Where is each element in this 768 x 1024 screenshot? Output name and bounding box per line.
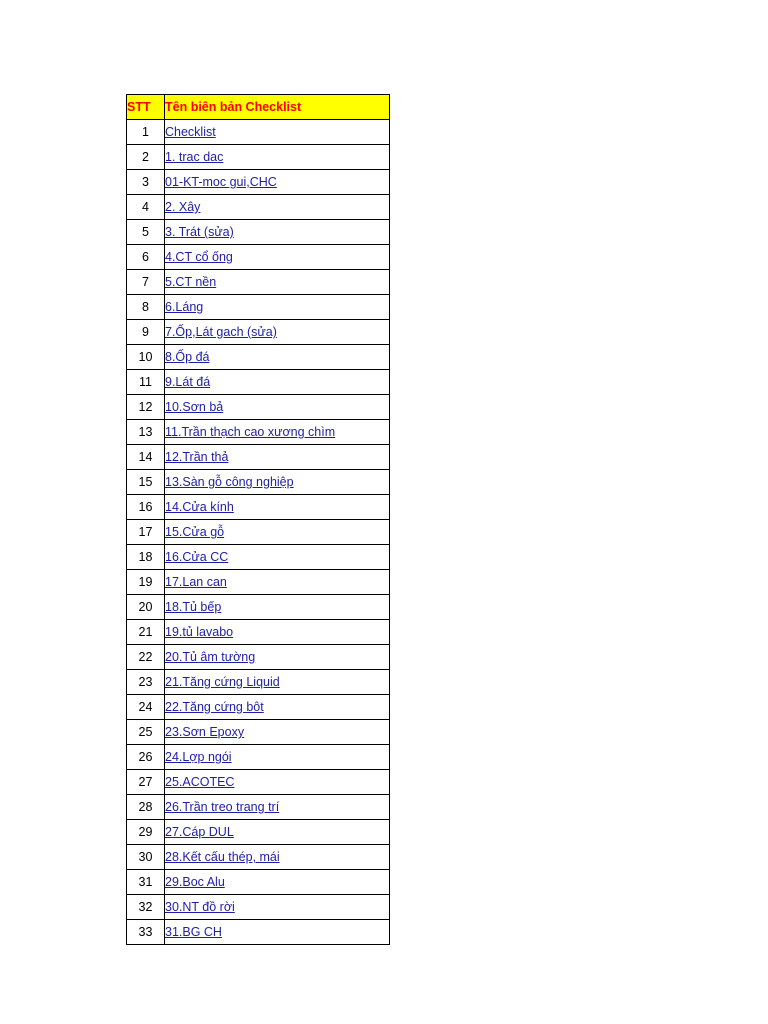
row-number-cell[interactable]: 18 [127, 545, 165, 570]
checklist-name-cell[interactable] [165, 395, 390, 420]
table-row [127, 795, 390, 820]
table-row [127, 845, 390, 870]
table-row [127, 220, 390, 245]
table-row [127, 920, 390, 945]
table-row [127, 395, 390, 420]
checklist-link[interactable]: 1. trac dac [165, 150, 224, 164]
table-row [127, 670, 390, 695]
checklist-name-cell[interactable] [165, 220, 390, 245]
header-stt[interactable]: STT [127, 95, 165, 120]
table-row [127, 345, 390, 370]
checklist-link[interactable]: 3. Trát (sửa) [165, 225, 234, 239]
row-number-cell[interactable]: 33 [127, 920, 165, 945]
checklist-link[interactable]: 24.Lợp ngói [165, 750, 232, 764]
table-row [127, 495, 390, 520]
header-row [127, 95, 390, 120]
row-number-cell[interactable]: 3 [127, 170, 165, 195]
checklist-link[interactable]: 31.BG CH [165, 925, 222, 939]
row-number-cell[interactable]: 12 [127, 395, 165, 420]
checklist-name-cell[interactable] [165, 670, 390, 695]
checklist-name-cell[interactable] [165, 570, 390, 595]
row-number-cell[interactable]: 11 [127, 370, 165, 395]
checklist-link[interactable]: 23.Sơn Epoxy [165, 725, 245, 739]
table-row [127, 295, 390, 320]
checklist-link[interactable]: 28.Kết cấu thép, mái [165, 850, 280, 864]
row-number-cell[interactable]: 29 [127, 820, 165, 845]
row-number-cell[interactable]: 28 [127, 795, 165, 820]
table-row [127, 520, 390, 545]
row-number-cell[interactable]: 25 [127, 720, 165, 745]
table-row [127, 595, 390, 620]
table-row [127, 895, 390, 920]
checklist-link[interactable]: 13.Sàn gỗ công nghiệp [165, 475, 294, 489]
table-row [127, 695, 390, 720]
checklist-link[interactable]: 16.Cửa CC [165, 550, 229, 564]
table-row [127, 620, 390, 645]
row-number-cell[interactable]: 6 [127, 245, 165, 270]
checklist-name-cell[interactable] [165, 545, 390, 570]
row-number-cell[interactable]: 4 [127, 195, 165, 220]
checklist-name-cell[interactable] [165, 595, 390, 620]
checklist-link[interactable]: 2. Xây [165, 200, 201, 214]
checklist-link[interactable]: 9.Lát đá [165, 375, 211, 389]
checklist-link[interactable]: 11.Trần thạch cao xương chìm [165, 425, 336, 439]
checklist-name-cell[interactable] [165, 645, 390, 670]
checklist-name-cell[interactable] [165, 695, 390, 720]
checklist-link[interactable]: 25.ACOTEC [165, 775, 235, 789]
checklist-name-cell[interactable] [165, 495, 390, 520]
checklist-link[interactable]: 27.Cáp DUL [165, 825, 234, 839]
checklist-link[interactable]: 6.Láng [165, 300, 204, 314]
row-number-cell[interactable]: 8 [127, 295, 165, 320]
checklist-name-cell[interactable] [165, 320, 390, 345]
checklist-link[interactable]: 15.Cửa gỗ [165, 525, 225, 539]
checklist-name-cell[interactable] [165, 845, 390, 870]
row-number-cell[interactable]: 27 [127, 770, 165, 795]
checklist-link[interactable]: 21.Tăng cứng Liquid [165, 675, 280, 689]
row-number-cell[interactable]: 22 [127, 645, 165, 670]
checklist-link[interactable]: 5.CT nền [165, 275, 217, 289]
checklist-name-cell[interactable] [165, 620, 390, 645]
row-number-cell[interactable]: 32 [127, 895, 165, 920]
row-number-cell[interactable]: 19 [127, 570, 165, 595]
table-row [127, 120, 390, 145]
table-row [127, 245, 390, 270]
table-row [127, 820, 390, 845]
checklist-name-cell[interactable] [165, 420, 390, 445]
checklist-name-cell[interactable] [165, 870, 390, 895]
checklist-link[interactable]: 12.Trần thả [165, 450, 229, 464]
checklist-name-cell[interactable] [165, 770, 390, 795]
checklist-link[interactable]: 19.tủ lavabo [165, 625, 234, 639]
table-row [127, 745, 390, 770]
checklist-name-cell[interactable] [165, 270, 390, 295]
checklist-name-cell[interactable] [165, 295, 390, 320]
table-row [127, 195, 390, 220]
checklist-name-cell[interactable] [165, 470, 390, 495]
row-number-cell[interactable]: 15 [127, 470, 165, 495]
row-number-cell[interactable]: 14 [127, 445, 165, 470]
checklist-name-cell[interactable] [165, 370, 390, 395]
checklist-link[interactable]: 4.CT cổ ống [165, 250, 233, 264]
header-checklist-name[interactable]: Tên biên bản Checklist [165, 95, 390, 120]
checklist-name-cell[interactable] [165, 245, 390, 270]
checklist-name-cell[interactable] [165, 745, 390, 770]
checklist-name-cell[interactable] [165, 170, 390, 195]
checklist-name-cell[interactable] [165, 520, 390, 545]
row-number-cell[interactable]: 20 [127, 595, 165, 620]
table-row [127, 870, 390, 895]
row-number-cell[interactable]: 17 [127, 520, 165, 545]
table-row [127, 420, 390, 445]
checklist-link[interactable]: Checklist [165, 125, 216, 139]
checklist-name-cell[interactable] [165, 145, 390, 170]
checklist-table [126, 94, 390, 945]
checklist-link[interactable]: 10.Sơn bả [165, 400, 224, 414]
checklist-name-cell[interactable] [165, 795, 390, 820]
table-row [127, 320, 390, 345]
checklist-name-cell[interactable] [165, 820, 390, 845]
checklist-name-cell[interactable] [165, 120, 390, 145]
table-row [127, 645, 390, 670]
checklist-link[interactable]: 14.Cửa kính [165, 500, 234, 514]
row-number-cell[interactable]: 21 [127, 620, 165, 645]
table-row [127, 145, 390, 170]
row-number-cell[interactable]: 2 [127, 145, 165, 170]
row-number-cell[interactable]: 26 [127, 745, 165, 770]
table-row [127, 170, 390, 195]
row-number-cell[interactable]: 13 [127, 420, 165, 445]
table-row [127, 270, 390, 295]
row-number-cell[interactable]: 31 [127, 870, 165, 895]
checklist-link[interactable]: 8.Ốp đá [165, 350, 210, 364]
table-row [127, 470, 390, 495]
checklist-name-cell[interactable] [165, 920, 390, 945]
row-number-cell[interactable]: 5 [127, 220, 165, 245]
row-number-cell[interactable]: 10 [127, 345, 165, 370]
row-number-cell[interactable]: 30 [127, 845, 165, 870]
row-number-cell[interactable]: 9 [127, 320, 165, 345]
spreadsheet-sheet [126, 94, 390, 945]
checklist-link[interactable]: 29.Boc Alu [165, 875, 225, 889]
checklist-name-cell[interactable] [165, 345, 390, 370]
row-number-cell[interactable]: 7 [127, 270, 165, 295]
checklist-name-cell[interactable] [165, 720, 390, 745]
row-number-cell[interactable]: 23 [127, 670, 165, 695]
checklist-name-cell[interactable] [165, 895, 390, 920]
checklist-link[interactable]: 18.Tủ bếp [165, 600, 222, 614]
checklist-name-cell[interactable] [165, 445, 390, 470]
table-row [127, 545, 390, 570]
checklist-link[interactable]: 7.Ốp,Lát gach (sửa) [165, 325, 277, 339]
checklist-link[interactable]: 26.Trần treo trang trí [165, 800, 280, 814]
checklist-link[interactable]: 22.Tăng cứng bôt [165, 700, 264, 714]
table-row [127, 445, 390, 470]
row-number-cell[interactable]: 1 [127, 120, 165, 145]
row-number-cell[interactable]: 24 [127, 695, 165, 720]
checklist-name-cell[interactable] [165, 195, 390, 220]
checklist-link[interactable]: 20.Tủ âm tường [165, 650, 256, 664]
table-row [127, 570, 390, 595]
table-row [127, 770, 390, 795]
row-number-cell[interactable]: 16 [127, 495, 165, 520]
checklist-link[interactable]: 30.NT đồ rời [165, 900, 235, 914]
checklist-rows [127, 120, 390, 945]
table-row [127, 370, 390, 395]
checklist-link[interactable]: 17.Lan can [165, 575, 227, 589]
checklist-link[interactable]: 01-KT-moc gui,CHC [165, 175, 277, 189]
table-row [127, 720, 390, 745]
